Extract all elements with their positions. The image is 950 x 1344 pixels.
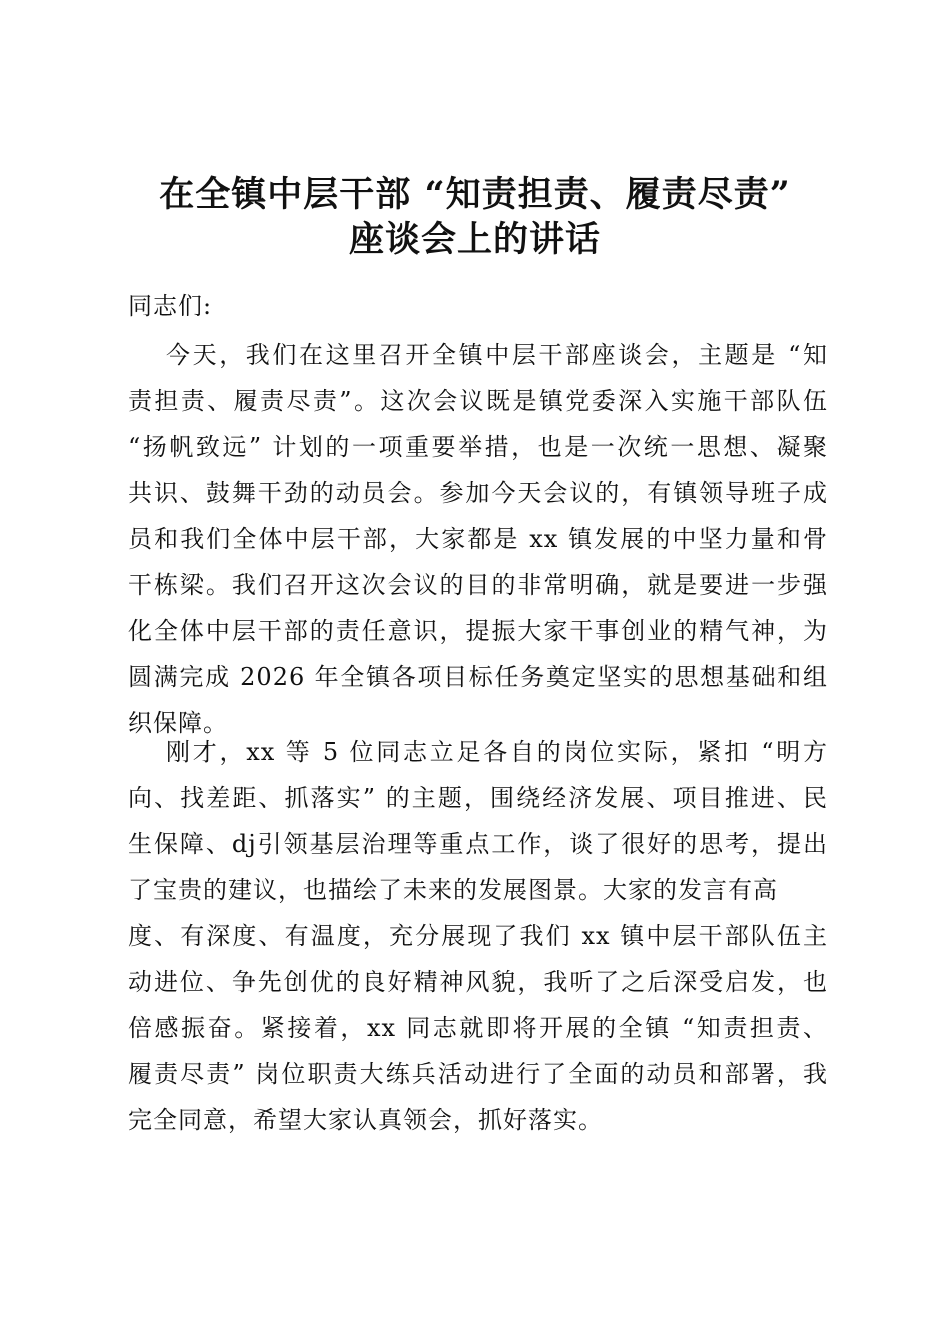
paragraph-line: 化全体中层干部的责任意识，提振大家干事创业的精气神，为 — [128, 617, 828, 645]
paragraph-line: 动进位、争先创优的良好精神风貌，我听了之后深受启发，也 — [128, 968, 828, 996]
salutation: 同志们: — [128, 292, 213, 320]
paragraph-line: “扬帆致远” 计划的一项重要举措，也是一次统一思想、凝聚 — [128, 433, 828, 461]
document-title-line-2: 座谈会上的讲话 — [348, 219, 601, 260]
paragraph-line: 圆满完成 2026 年全镇各项目标任务奠定坚实的思想基础和组 — [128, 663, 828, 691]
paragraph-line: 织保障。 — [128, 709, 228, 737]
paragraph-line: 向、找差距、抓落实” 的主题，围绕经济发展、项目推进、民 — [128, 784, 828, 812]
paragraph-line: 履责尽责” 岗位职责大练兵活动进行了全面的动员和部署，我 — [128, 1060, 828, 1088]
paragraph-line: 员和我们全体中层干部，大家都是 xx 镇发展的中坚力量和骨 — [128, 525, 828, 553]
document-title-line-1: 在全镇中层干部 “知责担责、履责尽责” — [159, 174, 791, 215]
paragraph-line: 刚才，xx 等 5 位同志立足各自的岗位实际，紧扣 “明方 — [166, 738, 828, 766]
paragraph-line: 完全同意，希望大家认真领会，抓好落实。 — [128, 1106, 603, 1134]
paragraph-line: 责担责、履责尽责”。这次会议既是镇党委深入实施干部队伍 — [128, 387, 828, 415]
paragraph-line: 今天，我们在这里召开全镇中层干部座谈会，主题是 “知 — [166, 341, 828, 369]
paragraph-1 — [128, 332, 828, 746]
paragraph-line: 度、有深度、有温度，充分展现了我们 xx 镇中层干部队伍主 — [128, 922, 828, 950]
paragraph-line: 倍感振奋。紧接着，xx 同志就即将开展的全镇 “知责担责、 — [128, 1014, 828, 1042]
paragraph-line: 干栋梁。我们召开这次会议的目的非常明确，就是要进一步强 — [128, 571, 828, 599]
paragraph-line: 生保障、dj引领基层治理等重点工作，谈了很好的思考，提出 — [128, 830, 828, 858]
paragraph-2 — [128, 729, 828, 1143]
paragraph-line: 共识、鼓舞干劲的动员会。参加今天会议的，有镇领导班子成 — [128, 479, 828, 507]
paragraph-line: 了宝贵的建议，也描绘了未来的发展图景。大家的发言有高 — [128, 876, 778, 904]
